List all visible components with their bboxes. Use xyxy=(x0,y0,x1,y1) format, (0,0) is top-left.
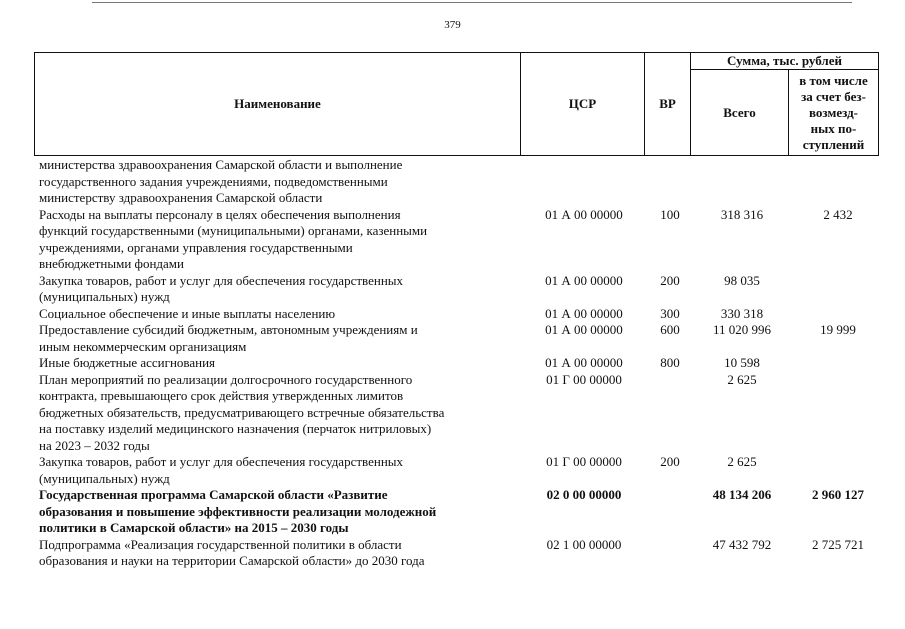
row-name-line: министерства здравоохранения Самарской области и выполнение xyxy=(39,157,403,172)
row-total: 2 625 xyxy=(727,371,757,387)
row-name xyxy=(39,537,517,570)
row-name xyxy=(39,306,517,323)
row-total: 2 625 xyxy=(727,454,757,469)
row-vr: 800 xyxy=(660,355,680,370)
row-vr: 100 xyxy=(660,206,680,222)
row-vr: 600 xyxy=(660,322,680,337)
header-grant-line: возмезд- xyxy=(809,104,858,120)
row-name xyxy=(39,372,517,455)
row-name-line: Расходы на выплаты персоналу в целях обеспечения выполнения xyxy=(39,206,401,222)
row-csr: 01 А 00 00000 xyxy=(545,305,623,321)
row-csr: 01 Г 00 00000 xyxy=(546,371,622,387)
row-name-line: Социальное обеспечение и иные выплаты населению xyxy=(39,305,336,321)
row-name xyxy=(39,207,517,273)
row-grant: 2 432 xyxy=(823,206,853,222)
table-row xyxy=(39,372,879,455)
table-body xyxy=(39,157,879,570)
table-row xyxy=(39,306,879,323)
row-total: 318 316 xyxy=(720,206,764,222)
row-name-line: контракта, превышающего срок действия утвержденных лимитов xyxy=(39,388,404,403)
row-name-line: министерству здравоохранения Самарской области xyxy=(39,190,323,205)
row-csr: 01 А 00 00000 xyxy=(545,322,623,337)
row-total: 330 318 xyxy=(720,305,764,321)
row-vr: 200 xyxy=(660,454,680,469)
row-name xyxy=(39,322,517,355)
row-name xyxy=(39,454,517,487)
header-grant-line: за счет без- xyxy=(801,88,866,104)
row-name-line: Закупка товаров, работ и услуг для обеспечения государственных xyxy=(39,454,404,469)
row-vr: 300 xyxy=(660,305,680,321)
row-csr: 01 А 00 00000 xyxy=(545,355,623,370)
row-name-line: политики в Самарской области» на 2015 – 2030 годы xyxy=(39,520,349,535)
row-total: 47 432 792 xyxy=(712,536,772,552)
header-grant-line: ступлений xyxy=(802,136,865,152)
row-name xyxy=(39,487,517,537)
header-csr: ЦСР xyxy=(521,53,645,156)
row-name-line: Государственная программа Самарской области «Развитие xyxy=(39,487,388,502)
table-row xyxy=(39,355,879,372)
table-row xyxy=(39,487,879,537)
row-name-line: Подпрограмма «Реализация государственной политики в области xyxy=(39,536,402,552)
row-csr: 01 А 00 00000 xyxy=(545,272,623,288)
row-name-line: (муниципальных) нужд xyxy=(39,289,170,304)
row-name-line: Предоставление субсидий бюджетным, автономным учреждениям и xyxy=(39,322,418,337)
row-name-line: Иные бюджетные ассигнования xyxy=(39,355,216,370)
row-name-line: бюджетных обязательств, предусматривающего встречные обязательства xyxy=(39,404,445,420)
row-name-line: План мероприятий по реализации долгосрочного государственного xyxy=(39,371,413,387)
row-name-line: иным некоммерческим организациям xyxy=(39,338,247,354)
row-name xyxy=(39,273,517,306)
row-total: 48 134 206 xyxy=(712,487,772,502)
row-name xyxy=(39,157,517,207)
row-name-line: (муниципальных) нужд xyxy=(39,470,170,486)
header-total: Всего xyxy=(691,70,789,156)
row-name-line: на поставку изделий медицинского назначения (перчаток нитриловых) xyxy=(39,421,432,436)
table-row xyxy=(39,537,879,570)
row-csr: 02 1 00 00000 xyxy=(546,536,622,552)
row-total: 98 035 xyxy=(724,272,760,288)
row-total: 10 598 xyxy=(724,355,760,370)
row-csr: 01 А 00 00000 xyxy=(545,206,623,222)
row-vr: 200 xyxy=(660,272,680,288)
top-edge-rule xyxy=(92,2,852,3)
header-grant xyxy=(789,70,879,156)
table-row xyxy=(39,322,879,355)
row-grant: 19 999 xyxy=(820,322,856,337)
row-name-line: учреждениями, органами управления государственными xyxy=(39,239,353,255)
row-total: 11 020 996 xyxy=(712,322,772,337)
row-grant: 2 960 127 xyxy=(812,487,864,502)
table-row xyxy=(39,157,879,207)
row-name-line: образования и науки на территории Самарской области» до 2030 года xyxy=(39,553,425,568)
row-name-line: образования и повышение эффективности реализации молодежной xyxy=(39,503,437,519)
row-csr: 01 Г 00 00000 xyxy=(546,454,622,469)
row-name-line: функций государственными (муниципальными) органами, казенными xyxy=(39,223,428,238)
row-name xyxy=(39,355,517,372)
row-name-line: внебюджетными фондами xyxy=(39,256,184,271)
row-name-line: на 2023 – 2032 годы xyxy=(39,437,150,453)
table-header xyxy=(34,52,879,156)
row-csr: 02 0 00 00000 xyxy=(546,487,622,502)
row-name-line: государственного задания учреждениями, подведомственными xyxy=(39,173,388,189)
page-number: 379 xyxy=(444,19,461,31)
table-row xyxy=(39,207,879,273)
header-name: Наименование xyxy=(35,53,521,156)
row-name-line: Закупка товаров, работ и услуг для обеспечения государственных xyxy=(39,272,404,288)
row-grant: 2 725 721 xyxy=(812,536,864,552)
header-grant-line: ных по- xyxy=(810,120,857,136)
header-sum: Сумма, тыс. рублей xyxy=(691,53,879,70)
table-row xyxy=(39,454,879,487)
header-grant-line: в том числе xyxy=(799,72,868,88)
table-row xyxy=(39,273,879,306)
header-vr: ВР xyxy=(645,53,691,156)
